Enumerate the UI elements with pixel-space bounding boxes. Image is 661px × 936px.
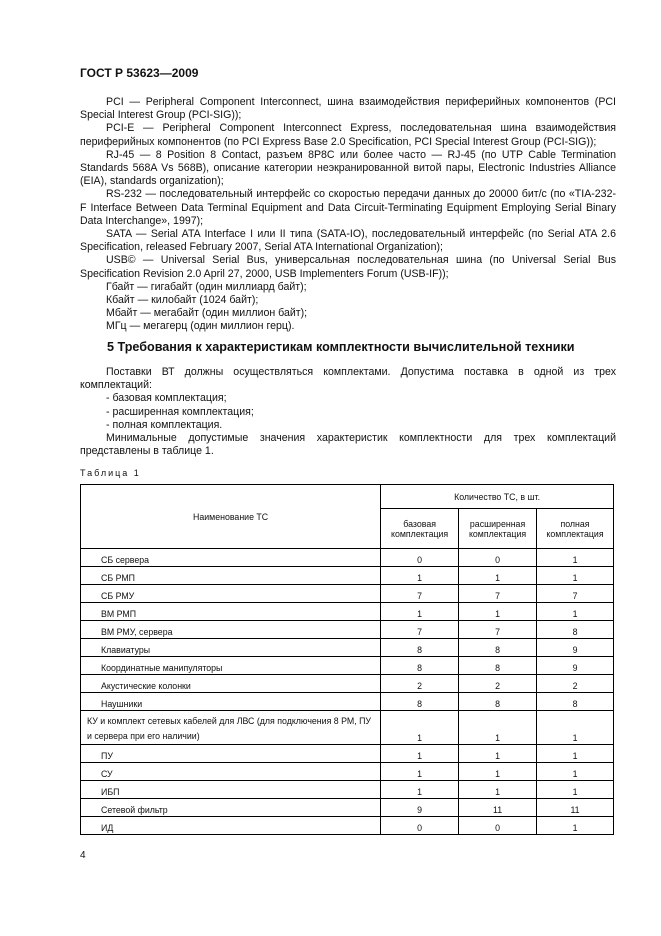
basic-value: 1 <box>381 603 459 621</box>
row-name: ИБП <box>81 781 381 799</box>
section-title: 5 Требования к характеристикам комплектности вычислительной техники <box>107 340 575 354</box>
basic-value: 1 <box>381 567 459 585</box>
extended-value: 1 <box>459 567 537 585</box>
extended-value: 8 <box>459 657 537 675</box>
table-reference-paragraph: Минимальные допустимые значения характеристик комплектности для трех комплектаций представлены в таблице 1. <box>80 432 616 458</box>
basic-value: 7 <box>381 621 459 639</box>
abbreviation-mhz: МГц — мегагерц (один миллион герц). <box>106 320 295 333</box>
full-value: 1 <box>537 817 614 835</box>
full-value: 1 <box>537 781 614 799</box>
list-item: - расширенная комплектация; <box>106 405 254 418</box>
quantity-column-header: Количество ТС, в шт. <box>381 485 614 509</box>
abbreviations-list <box>80 96 616 334</box>
row-name: ВМ РМУ, сервера <box>81 621 381 639</box>
row-name: Сетевой фильтр <box>81 799 381 817</box>
table-caption: Таблица 1 <box>80 468 141 478</box>
table-row <box>81 621 614 639</box>
full-value: 9 <box>537 639 614 657</box>
extended-value: 7 <box>459 621 537 639</box>
extended-value: 1 <box>459 603 537 621</box>
extended-value: 0 <box>459 817 537 835</box>
abbreviation-pci-e: PCI-E — Peripheral Component Interconnect Express, последовательная шина взаимодействия периферийных компонентов (по PCI Express Base 2.0 Specification, PCI Special Interest Group (PCI-SIG)); <box>80 122 616 148</box>
full-value: 1 <box>537 711 614 745</box>
row-name: СБ РМП <box>81 567 381 585</box>
table-row <box>81 549 614 567</box>
table-row <box>81 693 614 711</box>
basic-value: 7 <box>381 585 459 603</box>
row-name: ПУ <box>81 745 381 763</box>
extended-value: 1 <box>459 711 537 745</box>
abbreviation-rj45: RJ-45 — 8 Position 8 Contact, разъем 8P8C или более часто — RJ-45 (по UTP Cable Termination Standards 568A Vs 568B), описание категории неэкранированной витой пары, Electronic Industries Alliance (EIA), standards organization); <box>80 148 616 188</box>
table-row <box>81 799 614 817</box>
row-name: СУ <box>81 763 381 781</box>
extended-value: 1 <box>459 745 537 763</box>
list-item: - полная комплектация. <box>106 418 223 431</box>
extended-value: 1 <box>459 763 537 781</box>
full-value: 1 <box>537 763 614 781</box>
basic-value: 8 <box>381 693 459 711</box>
name-column-header: Наименование ТС <box>81 485 381 549</box>
table-row <box>81 745 614 763</box>
row-name: ВМ РМП <box>81 603 381 621</box>
full-value: 1 <box>537 745 614 763</box>
full-value: 8 <box>537 621 614 639</box>
basic-value: 8 <box>381 657 459 675</box>
basic-configuration-header: базовая комплектация <box>381 509 459 549</box>
full-configuration-header: полная комплектация <box>537 509 614 549</box>
table-row <box>81 675 614 693</box>
extended-value: 8 <box>459 693 537 711</box>
document-header: ГОСТ Р 53623—2009 <box>80 66 199 80</box>
full-value: 8 <box>537 693 614 711</box>
extended-value: 8 <box>459 639 537 657</box>
table-row <box>81 639 614 657</box>
basic-value: 0 <box>381 817 459 835</box>
row-name: СБ РМУ <box>81 585 381 603</box>
full-value: 1 <box>537 603 614 621</box>
abbreviation-mbyte: Мбайт — мегабайт (один миллион байт); <box>106 307 308 320</box>
row-name: Акустические колонки <box>81 675 381 693</box>
abbreviation-usb: USB© — Universal Serial Bus, универсальная последовательная шина (по Universal Serial Bus Specification Revision 2.0 April 27, 2000, USB Implementers Forum (USB-IF)); <box>80 254 616 280</box>
table-row <box>81 585 614 603</box>
extended-value: 7 <box>459 585 537 603</box>
basic-value: 0 <box>381 549 459 567</box>
page-number: 4 <box>80 850 86 861</box>
section-body <box>80 366 616 458</box>
list-item: - базовая комплектация; <box>106 392 227 405</box>
extended-value: 1 <box>459 781 537 799</box>
extended-value: 11 <box>459 799 537 817</box>
full-value: 2 <box>537 675 614 693</box>
basic-value: 8 <box>381 639 459 657</box>
abbreviation-pci: PCI — Peripheral Component Interconnect, шина взаимодействия периферийных компонентов (PCI Special Interest Group (PCI-SIG)); <box>80 96 616 122</box>
full-value: 7 <box>537 585 614 603</box>
basic-value: 2 <box>381 675 459 693</box>
row-name: Наушники <box>81 693 381 711</box>
extended-configuration-header: расширенная комплектация <box>459 509 537 549</box>
abbreviation-kbyte: Кбайт — килобайт (1024 байт); <box>106 294 259 307</box>
basic-value: 9 <box>381 799 459 817</box>
basic-value: 1 <box>381 781 459 799</box>
abbreviation-rs232: RS-232 — последовательный интерфейс со скоростью передачи данных до 20000 бит/с (по «TIA-232-F Interface Between Data Terminal Equipment and Data Circuit-Terminating Equipment Employing Serial Binary Data Interchange», 1997); <box>80 188 616 227</box>
extended-value: 0 <box>459 549 537 567</box>
table-row <box>81 657 614 675</box>
table-row <box>81 711 614 745</box>
row-name: ИД <box>81 817 381 835</box>
row-name: Клавиатуры <box>81 639 381 657</box>
basic-value: 1 <box>381 763 459 781</box>
row-name: СБ сервера <box>81 549 381 567</box>
configuration-list <box>80 392 616 432</box>
abbreviation-gbyte: Гбайт — гигабайт (один миллиард байт); <box>106 280 307 293</box>
basic-value: 1 <box>381 711 459 745</box>
row-name: Координатные манипуляторы <box>81 657 381 675</box>
table-row <box>81 763 614 781</box>
intro-paragraph: Поставки ВТ должны осуществляться комплектами. Допустима поставка в одной из трех комплектаций: <box>80 366 616 392</box>
basic-value: 1 <box>381 745 459 763</box>
full-value: 1 <box>537 549 614 567</box>
full-value: 11 <box>537 799 614 817</box>
row-name: КУ и комплект сетевых кабелей для ЛВС (для подключения 8 РМ, ПУ и сервера при его наличии) <box>81 711 381 745</box>
full-value: 1 <box>537 567 614 585</box>
table-row <box>81 817 614 835</box>
table-row <box>81 567 614 585</box>
abbreviation-sata: SATA — Serial ATA Interface I или II типа (SATA-IO), последовательный интерфейс (по Serial ATA 2.6 Specification, released February 2007, Serial ATA International Organization); <box>80 228 616 254</box>
configuration-table <box>80 484 614 835</box>
table-row <box>81 781 614 799</box>
extended-value: 2 <box>459 675 537 693</box>
full-value: 9 <box>537 657 614 675</box>
table-row <box>81 603 614 621</box>
